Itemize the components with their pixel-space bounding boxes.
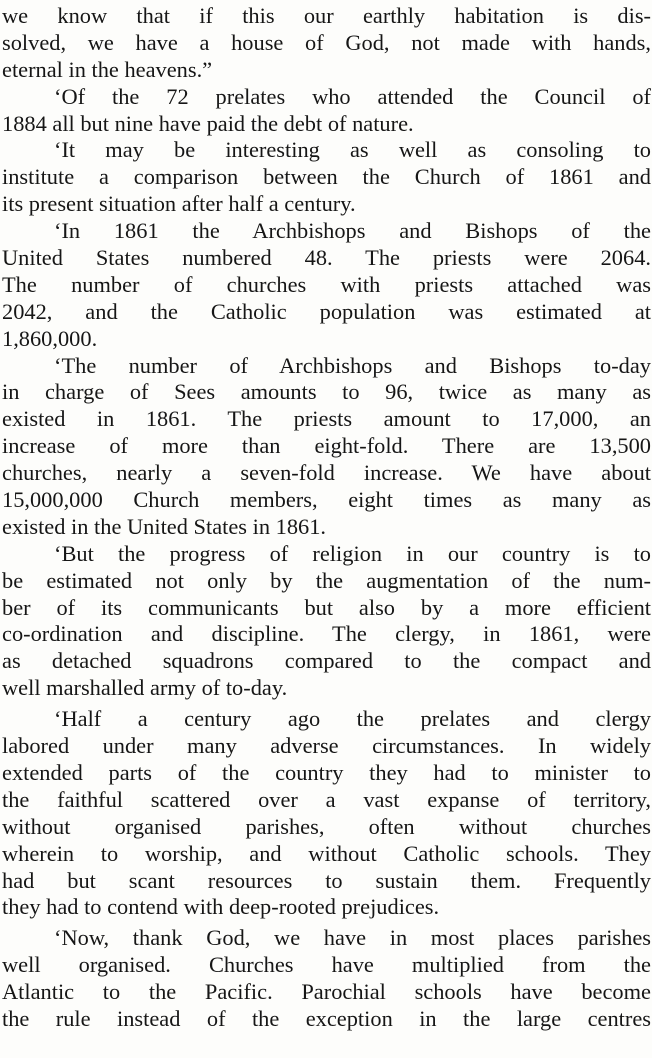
text-line: wherein to worship, and without Catholic schools. They [2,840,651,866]
text-line: its present situation after half a century. [2,191,356,217]
text-line: ber of its communicants but also by a more efficient [2,594,651,620]
paragraph-half-century-ago [2,706,651,921]
text-line: extended parts of the country they had to minister to [2,759,651,785]
text-line: the faithful scattered over a vast expanse of territory, [2,786,651,812]
text-line: the rule instead of the exception in the large centres [2,1005,651,1031]
paragraph-quote-ending [2,3,651,84]
text-line: ‘The number of Archbishops and Bishops to-day [54,352,651,378]
text-line: ‘Now, thank God, we have in most places parishes [54,925,651,951]
text-line: The number of churches with priests attached was [2,271,651,297]
paragraph-1861-statistics [2,218,651,352]
text-line: ‘Half a century ago the prelates and clergy [54,706,651,732]
text-line: 15,000,000 Church members, eight times as many as [2,487,651,513]
text-line: solved, we have a house of God, not made with hands, [2,29,651,55]
text-line: ‘But the progress of religion in our country is to [54,540,651,566]
text-line: eternal in the heavens.” [2,56,213,82]
text-line: they had to contend with deep-rooted prejudices. [2,894,440,920]
text-line: increase of more than eight-fold. There are 13,500 [2,433,651,459]
text-line: 2042, and the Catholic population was estimated at [2,298,651,324]
paragraph-progress-of-religion [2,541,651,702]
text-line: existed in 1861. The priests amount to 17,000, an [2,406,651,432]
text-line: in charge of Sees amounts to 96, twice as many as [2,379,651,405]
text-line: had but scant resources to sustain them. Frequently [2,867,651,893]
text-line: 1884 all but nine have paid the debt of nature. [2,110,414,136]
text-line: ‘Of the 72 prelates who attended the Council of [54,83,651,109]
paragraph-council-prelates [2,84,651,138]
text-line: as detached squadrons compared to the compact and [2,648,651,674]
text-line: labored under many adverse circumstances. In widely [2,733,651,759]
text-line: churches, nearly a seven-fold increase. We have about [2,460,651,486]
text-line: institute a comparison between the Church of 1861 and [2,164,651,190]
paragraph-today-statistics [2,353,651,541]
text-line: well marshalled army of to-day. [2,675,288,701]
text-line: ‘In 1861 the Archbishops and Bishops of the [54,218,651,244]
paragraph-comparison-intro [2,137,651,218]
text-line: United States numbered 48. The priests were 2064. [2,245,651,271]
text-line: Atlantic to the Pacific. Parochial schools have become [2,979,651,1005]
text-line: co-ordination and discipline. The clergy, in 1861, were [2,621,651,647]
paragraph-now-thank-god [2,925,651,1033]
text-line: we know that if this our earthly habitation is dis- [2,3,651,28]
text-line: well organised. Churches have multiplied from the [2,952,651,978]
text-line: ‘It may be interesting as well as consoling to [54,137,651,163]
text-line: 1,860,000. [2,325,98,351]
text-line: be estimated not only by the augmentation of the num- [2,567,651,593]
text-line: existed in the United States in 1861. [2,513,326,539]
text-line: without organised parishes, often without churches [2,813,651,839]
